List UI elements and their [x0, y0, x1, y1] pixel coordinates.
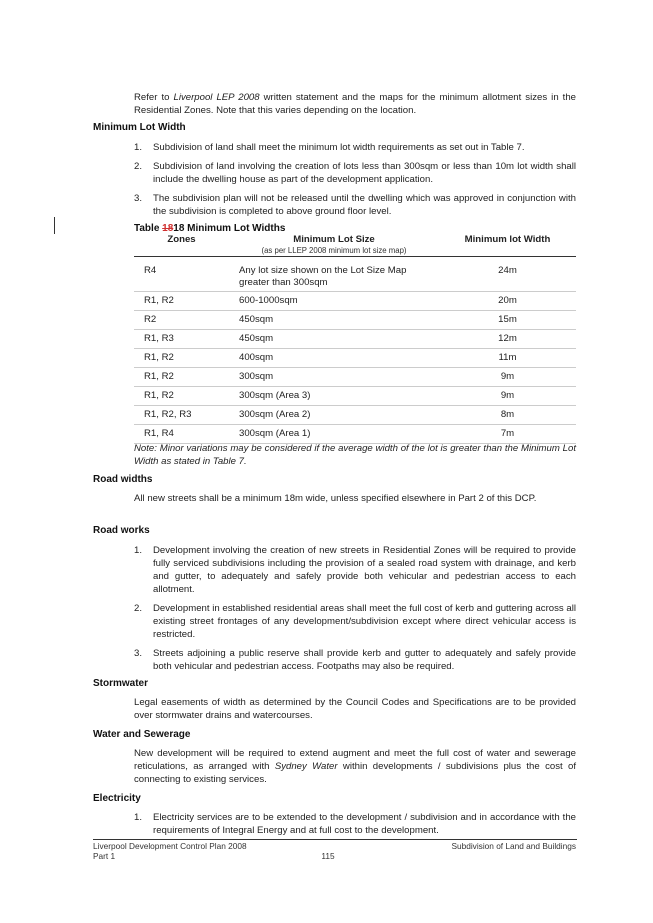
- minimum-lot-widths-table: [134, 234, 576, 444]
- table-row: [134, 311, 576, 330]
- footer-section-title: Subdivision of Land and Buildings: [451, 841, 576, 851]
- table-row: [134, 330, 576, 349]
- table-row: [134, 387, 576, 406]
- cell-zones: R2: [144, 314, 157, 325]
- caption-prefix: Table: [134, 223, 163, 234]
- cell-zones: R1, R2: [144, 295, 174, 306]
- table-row: [134, 349, 576, 368]
- list-text: Subdivision of land involving the creation of lots less than 300sqm or less than 10m lot width shall include the dwelling house as part of the development application.: [153, 161, 576, 185]
- header-zones: Zones: [167, 234, 196, 245]
- intro-text-start: Refer to: [134, 92, 174, 103]
- heading-minimum-lot-width: Minimum Lot Width: [93, 122, 186, 133]
- footer-rule: [93, 839, 577, 840]
- list-item: [134, 647, 576, 673]
- cell-size: 450sqm: [239, 333, 274, 344]
- list-number: 2.: [134, 603, 143, 614]
- list-number: 3.: [134, 648, 143, 659]
- water-text-start: New development will be required to extend augment and meet the full cost of water and sewerage reticulations, as arranged with: [134, 748, 576, 772]
- cell-size: 400sqm: [239, 352, 274, 363]
- cell-zones: R1, R2: [144, 390, 174, 401]
- list-number: 3.: [134, 193, 143, 204]
- header-minimum-lot-size: [229, 234, 439, 257]
- heading-water-sewerage: Water and Sewerage: [93, 729, 191, 740]
- water-text-end: within developments / subdivisions plus the cost of connecting to existing services.: [134, 761, 577, 785]
- header-minimum-lot-width: Minimum lot Width: [464, 234, 551, 245]
- cell-zones: R1, R2: [144, 371, 174, 382]
- list-text: Subdivision of land shall meet the minimum lot width requirements as set out in Table 7.: [153, 142, 525, 153]
- cell-width: 8m: [500, 409, 515, 420]
- water-sewerage-text: [134, 747, 576, 786]
- list-number: 1.: [134, 142, 143, 153]
- caption-struck-number: 18: [162, 223, 174, 234]
- list-item: [134, 141, 576, 154]
- table-row: [134, 292, 576, 311]
- heading-electricity: Electricity: [93, 793, 141, 804]
- table-row: [134, 406, 576, 425]
- cell-size: 300sqm: [239, 371, 274, 382]
- cell-size: 300sqm (Area 1): [239, 428, 311, 439]
- list-number: 2.: [134, 161, 143, 172]
- cell-width: 24m: [498, 265, 517, 276]
- list-number: 1.: [134, 812, 143, 823]
- lep-reference: Liverpool LEP 2008: [173, 92, 260, 103]
- cell-zones: R1, R3: [144, 333, 174, 344]
- minimum-lot-width-list: [134, 141, 576, 224]
- cell-zones: R4: [144, 265, 157, 276]
- header-size-label: Minimum Lot Size: [293, 234, 375, 245]
- cell-zones: R1, R4: [144, 428, 174, 439]
- list-number: 1.: [134, 545, 143, 556]
- revision-bar: [54, 217, 55, 234]
- table-row: [134, 368, 576, 387]
- list-item: [134, 160, 576, 186]
- cell-zones: R1, R2, R3: [144, 409, 192, 420]
- cell-width: 11m: [498, 352, 517, 363]
- footer-left: [93, 841, 247, 861]
- page-number: 115: [321, 851, 335, 861]
- table-caption: [134, 223, 285, 234]
- list-item: [134, 602, 576, 641]
- intro-text-end: written statement and the maps for the minimum allotment sizes in the Residential Zones. Note that this varies depending on the location.: [134, 92, 577, 116]
- cell-width: 7m: [500, 428, 515, 439]
- cell-size: 300sqm (Area 3): [239, 390, 311, 401]
- list-item: [134, 192, 576, 218]
- cell-size: 300sqm (Area 2): [239, 409, 311, 420]
- table-note: Note: Minor variations may be considered if the average width of the lot is greater than the Minimum Lot Width as stated in Table 7.: [134, 443, 576, 467]
- footer-part: Part 1: [93, 851, 116, 861]
- list-text: Development in established residential areas shall meet the full cost of kerb and guttering across all existing street frontages of any development/subdivision except where direct vehicular access is restricted.: [153, 603, 576, 640]
- list-text: Development involving the creation of new streets in Residential Zones will be required to provide fully serviced subdivisions including the provision of a sealed road system with drainage, and kerb and gutter, to adequately and safely provide both vehicular and pedestrian access to each allotment.: [153, 545, 576, 595]
- electricity-list: [134, 811, 576, 837]
- footer-document-title: Liverpool Development Control Plan 2008: [93, 841, 247, 851]
- list-text: The subdivision plan will not be released until the dwelling which was approved in conjunction with the subdivision is completed to above ground floor level.: [153, 193, 576, 217]
- cell-width: 15m: [498, 314, 517, 325]
- table-row: [134, 257, 576, 292]
- heading-road-works: Road works: [93, 525, 150, 536]
- cell-width: 20m: [498, 295, 517, 306]
- heading-road-widths: Road widths: [93, 474, 153, 485]
- caption-title: 18 Minimum Lot Widths: [173, 223, 286, 234]
- list-item: [134, 811, 576, 837]
- sydney-water-reference: Sydney Water: [274, 761, 338, 772]
- cell-width: 9m: [500, 390, 515, 401]
- list-text: Streets adjoining a public reserve shall provide kerb and gutter to adequately and safely provide both vehicular and pedestrian access. Footpaths may also be required.: [153, 648, 576, 672]
- table-row: [134, 425, 576, 444]
- heading-stormwater: Stormwater: [93, 678, 149, 689]
- cell-size: Any lot size shown on the Lot Size Map greater than 300sqm: [239, 265, 407, 288]
- table-header-row: [134, 234, 576, 257]
- stormwater-text: Legal easements of width as determined by the Council Codes and Specifications are to be provided over stormwater drains and watercourses.: [134, 697, 576, 721]
- road-widths-text: All new streets shall be a minimum 18m wide, unless specified elsewhere in Part 2 of this DCP.: [134, 493, 537, 504]
- cell-zones: R1, R2: [144, 352, 174, 363]
- header-size-sublabel: (as per LLEP 2008 minimum lot size map): [261, 246, 407, 255]
- cell-size: 600-1000sqm: [239, 295, 298, 306]
- list-text: Electricity services are to be extended to the development / subdivision and in accordance with the requirements of Integral Energy and at full cost to the development.: [153, 812, 576, 836]
- road-works-list: [134, 544, 576, 679]
- list-item: [134, 544, 576, 596]
- cell-width: 9m: [500, 371, 515, 382]
- cell-width: 12m: [498, 333, 517, 344]
- intro-paragraph: [134, 91, 576, 117]
- cell-size: 450sqm: [239, 314, 274, 325]
